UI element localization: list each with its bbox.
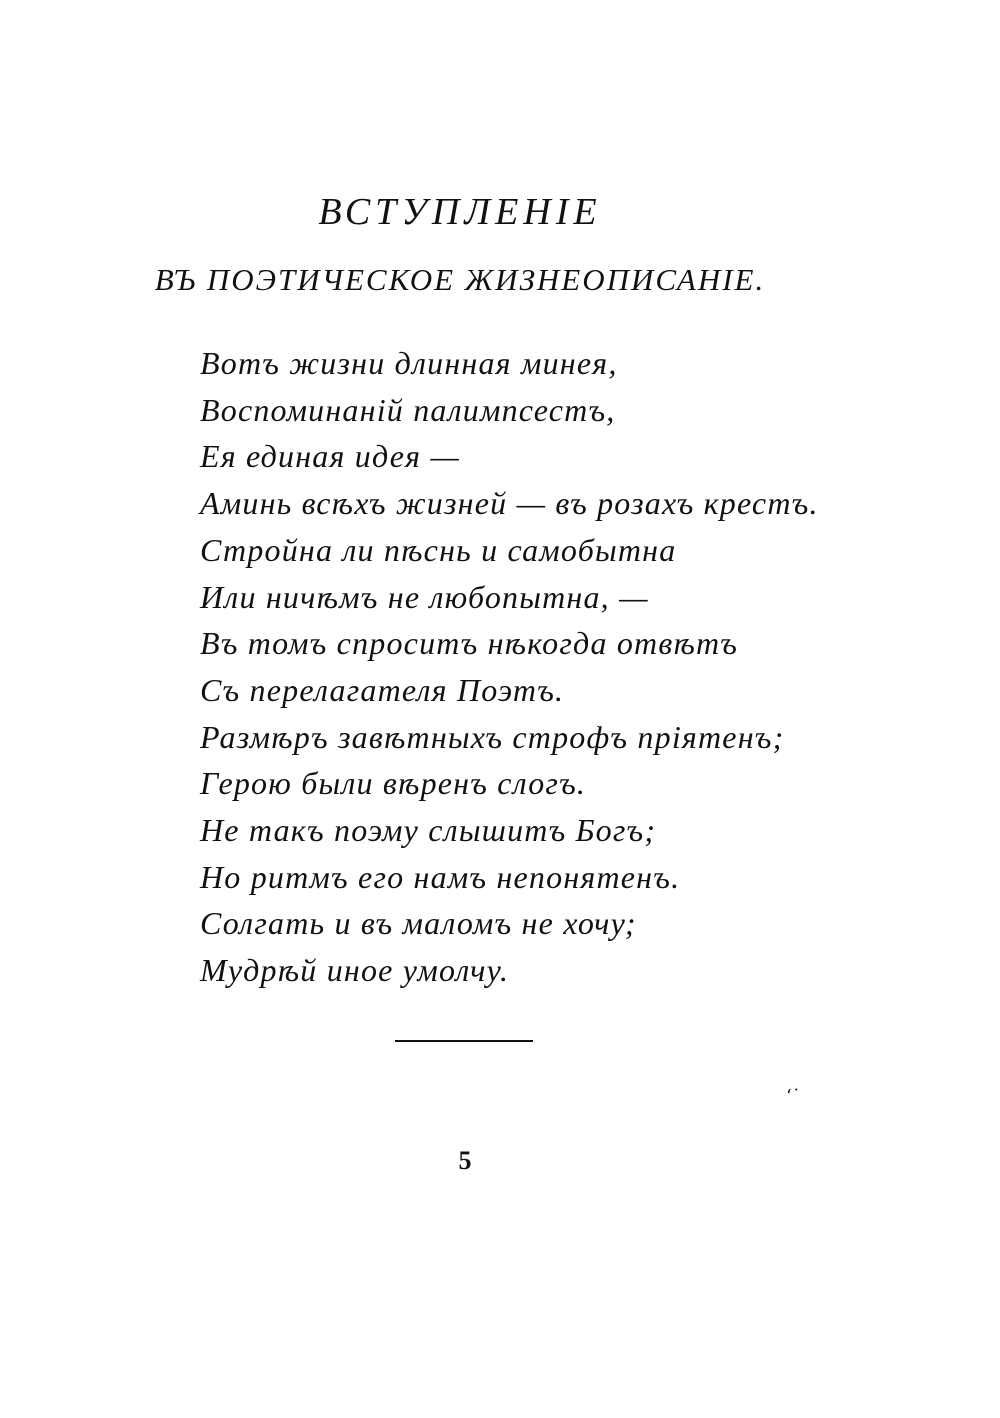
- poem-line: Солгать и въ маломъ не хочу;: [200, 905, 637, 942]
- poem-line: Вотъ жизни длинная минея,: [200, 345, 618, 381]
- poem-line: Не такъ поэму слышитъ Богъ;: [200, 812, 657, 849]
- page-number: 5: [458, 1146, 472, 1175]
- poem-line: Аминь всѣхъ жизней — въ розахъ крестъ.: [200, 485, 819, 522]
- poem-line: Или ничѣмъ не любопытна, —: [200, 578, 649, 615]
- page-title: ВСТУПЛЕНІЕ: [318, 191, 602, 233]
- poem-line: Ея единая идея —: [200, 438, 461, 475]
- page-subtitle: ВЪ ПОЭТИЧЕСКОЕ ЖИЗНЕОПИСАНІЕ.: [154, 262, 766, 297]
- poem-line: Стройна ли пѣснь и самобытна: [200, 531, 677, 568]
- poem: [200, 340, 960, 994]
- poem-line: Мудрѣй иное умолчу.: [200, 952, 510, 989]
- poem-line: Въ томъ спроситъ нѣкогда отвѣтъ: [200, 625, 739, 662]
- print-speck: ʻ˙: [786, 1086, 801, 1107]
- poem-line: Воспоминаній палимпсестъ,: [200, 391, 616, 428]
- poem-line: Размѣръ завѣтныхъ строфъ пріятенъ;: [200, 718, 785, 755]
- poem-line: Но ритмъ его намъ непонятенъ.: [200, 858, 681, 895]
- poem-line: Герою были вѣренъ слогъ.: [200, 765, 587, 802]
- section-divider: [395, 1040, 533, 1042]
- poem-line: Съ перелагателя Поэтъ.: [200, 671, 565, 708]
